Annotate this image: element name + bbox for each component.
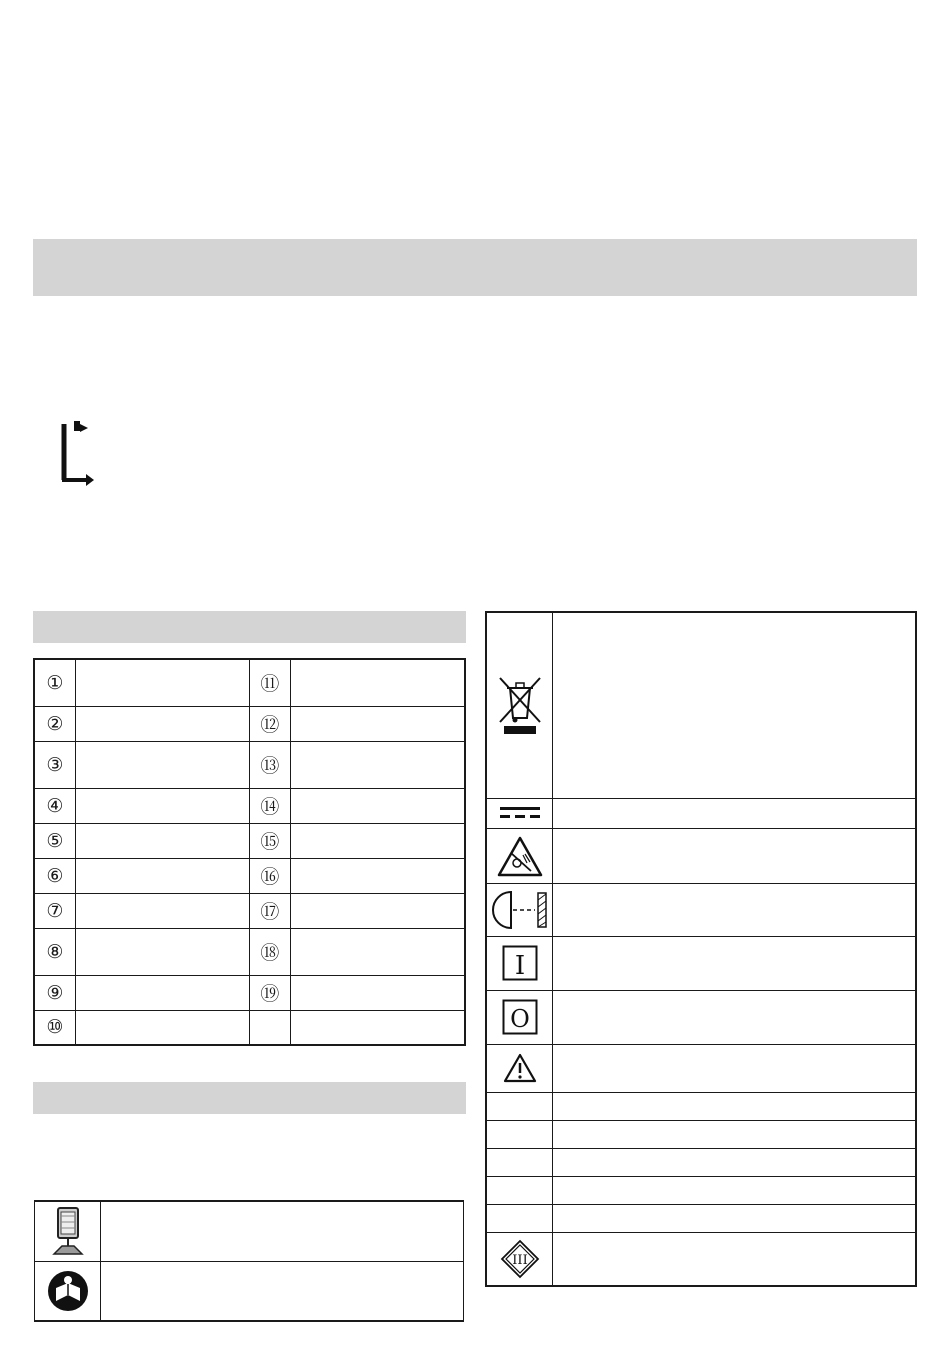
- part-description: [290, 706, 465, 741]
- part-description: [290, 858, 465, 893]
- table-row: [34, 1010, 465, 1045]
- table-row: [486, 612, 916, 798]
- part-description: [75, 788, 249, 823]
- part-description: [75, 928, 249, 975]
- part-description: [75, 975, 249, 1010]
- part-number: ⑦: [34, 893, 75, 928]
- part-number: ⑩: [34, 1010, 75, 1045]
- part-number: ⑯: [249, 858, 290, 893]
- power-on-glyph: I: [514, 951, 525, 981]
- symbol-text: [553, 1092, 917, 1120]
- part-number: ⑲: [249, 975, 290, 1010]
- symbol-text: [553, 1176, 917, 1204]
- symbol-text: [553, 883, 917, 936]
- part-description: [75, 823, 249, 858]
- part-description: [290, 1010, 465, 1045]
- parts-table: [33, 658, 466, 1046]
- part-description: [75, 858, 249, 893]
- symbol-text: [553, 828, 917, 883]
- table-row: [486, 1232, 916, 1286]
- table-row: [34, 706, 465, 741]
- table-row: [34, 823, 465, 858]
- parts-section-heading: [33, 611, 466, 643]
- symbol-text: [553, 1044, 917, 1092]
- minimum-distance-lamp-icon: [486, 883, 553, 936]
- table-row: [486, 798, 916, 828]
- symbol-cell: [486, 1204, 553, 1232]
- part-number: [249, 1010, 290, 1045]
- symbol-cell: [486, 1148, 553, 1176]
- part-number: ⑨: [34, 975, 75, 1010]
- part-description: [290, 893, 465, 928]
- part-number: ⑫: [249, 706, 290, 741]
- fold-out-arrow-icon: [58, 418, 98, 488]
- part-number: ⑱: [249, 928, 290, 975]
- safety-text: [101, 1261, 464, 1321]
- part-description: [75, 1010, 249, 1045]
- power-off-icon: [486, 990, 553, 1044]
- table-row: [34, 858, 465, 893]
- part-description: [290, 928, 465, 975]
- symbol-text: [553, 990, 917, 1044]
- part-number: ④: [34, 788, 75, 823]
- table-row: [486, 1148, 916, 1176]
- crossed-out-wheelie-bin-icon: [486, 612, 553, 798]
- table-row: [486, 1204, 916, 1232]
- symbol-cell: [486, 1176, 553, 1204]
- table-row: [486, 828, 916, 883]
- part-description: [75, 659, 249, 706]
- part-description: [290, 659, 465, 706]
- power-on-icon: [486, 936, 553, 990]
- table-row: [34, 975, 465, 1010]
- table-row: [34, 659, 465, 706]
- part-description: [290, 823, 465, 858]
- protection-class-glyph: III: [511, 1252, 528, 1268]
- table-row: [34, 788, 465, 823]
- part-description: [290, 975, 465, 1010]
- table-row: [486, 1044, 916, 1092]
- symbol-text: [553, 798, 917, 828]
- protection-class-iii-icon: [486, 1232, 553, 1286]
- part-number: ⑪: [249, 659, 290, 706]
- table-row: [486, 1176, 916, 1204]
- table-row: [34, 893, 465, 928]
- read-manual-icon: [35, 1261, 101, 1321]
- symbols-table: [485, 611, 917, 1287]
- symbol-text: [553, 1120, 917, 1148]
- symbol-cell: [486, 1120, 553, 1148]
- part-number: ⑥: [34, 858, 75, 893]
- table-row: [35, 1261, 464, 1321]
- symbol-text: [553, 1204, 917, 1232]
- safety-symbols-table: [34, 1200, 464, 1322]
- part-number: ⑭: [249, 788, 290, 823]
- symbol-text: [553, 1232, 917, 1286]
- direct-current-icon: [486, 798, 553, 828]
- safety-section-heading: [33, 1082, 466, 1114]
- part-number: ③: [34, 741, 75, 788]
- table-row: [34, 928, 465, 975]
- title-band: [33, 239, 917, 296]
- part-description: [75, 706, 249, 741]
- warning-triangle-icon: [486, 1044, 553, 1092]
- table-row: [486, 990, 916, 1044]
- part-description: [75, 893, 249, 928]
- table-row: [486, 1120, 916, 1148]
- part-number: ⑤: [34, 823, 75, 858]
- work-light-device-icon: [35, 1201, 101, 1261]
- symbol-cell: [486, 1092, 553, 1120]
- power-off-glyph: O: [509, 1005, 530, 1033]
- safety-text: [101, 1201, 464, 1261]
- part-number: ⑰: [249, 893, 290, 928]
- do-not-look-into-light-icon: [486, 828, 553, 883]
- part-description: [290, 741, 465, 788]
- part-number: ⑧: [34, 928, 75, 975]
- symbol-text: [553, 612, 917, 798]
- part-number: ②: [34, 706, 75, 741]
- table-row: [35, 1201, 464, 1261]
- part-description: [75, 741, 249, 788]
- symbol-text: [553, 936, 917, 990]
- part-description: [290, 788, 465, 823]
- table-row: [486, 1092, 916, 1120]
- part-number: ⑮: [249, 823, 290, 858]
- table-row: [34, 741, 465, 788]
- part-number: ①: [34, 659, 75, 706]
- table-row: [486, 883, 916, 936]
- part-number: ⑬: [249, 741, 290, 788]
- table-row: [486, 936, 916, 990]
- symbol-text: [553, 1148, 917, 1176]
